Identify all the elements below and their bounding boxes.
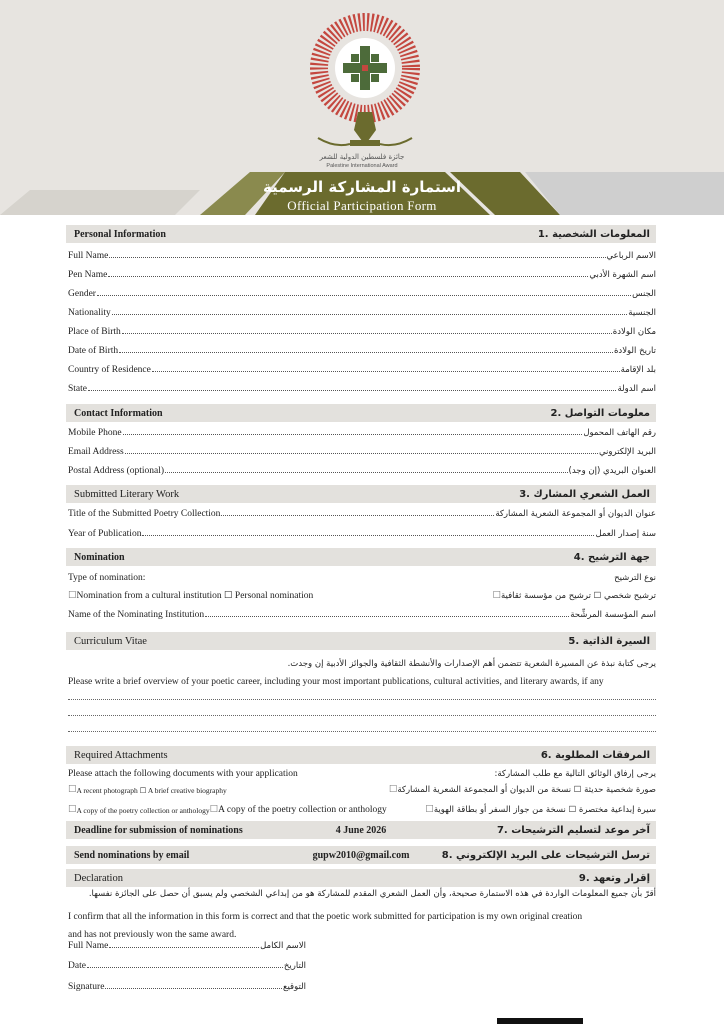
cv-instructions-en	[68, 673, 656, 687]
field-label-en: Gender	[68, 289, 96, 299]
field-label-en: Name of the Nominating Institution	[68, 610, 205, 620]
cv-instructions-ar	[68, 655, 656, 669]
field-label-ar: البريد الإلكتروني	[598, 447, 656, 457]
field-email-address[interactable]	[68, 443, 656, 457]
field-label-en: Year of Publication	[68, 529, 142, 539]
field-label-en: Date of Birth	[68, 346, 119, 356]
field-label-ar: سنة إصدار العمل	[595, 529, 656, 539]
field-nationality[interactable]	[68, 304, 656, 318]
field-label-ar: التوقيع	[282, 982, 306, 992]
field-state[interactable]	[68, 380, 656, 394]
nomination-options-ar: ترشيح شخصي ☐ ترشيح من مؤسسة ثقافية	[500, 591, 656, 601]
field-input-line[interactable]	[87, 967, 283, 968]
field-input-line[interactable]	[122, 333, 612, 334]
field-input-line[interactable]	[109, 257, 605, 258]
field-date-of-birth[interactable]	[68, 342, 656, 356]
field-label-ar: اسم الشهرة الأدبي	[589, 270, 656, 280]
field-postal-address-optional-[interactable]	[68, 462, 656, 476]
field-label-ar: اسم المؤسسة المرشِّحة	[570, 610, 656, 620]
signature-field-signature[interactable]	[68, 978, 306, 992]
form-header	[0, 0, 724, 215]
section-title-en: Personal Information	[74, 228, 166, 240]
nomination-type-label	[68, 569, 656, 583]
field-label-en: Postal Address (optional)	[68, 466, 165, 476]
field-label-en: Title of the Submitted Poetry Collection	[68, 509, 221, 519]
field-gender[interactable]	[68, 285, 656, 299]
field-label-en: Country of Residence	[68, 365, 151, 375]
section-header-s2	[66, 404, 656, 422]
field-label-ar: الجنسية	[628, 308, 656, 318]
section-header-s4	[66, 548, 656, 566]
field-input-line[interactable]	[165, 472, 567, 473]
cv-input-line[interactable]	[68, 715, 656, 716]
field-input-line[interactable]	[88, 390, 616, 391]
field-input-line[interactable]	[221, 515, 494, 516]
attachment-options-ar-2: سيرة إبداعية مختصرة ☐ نسخة من جواز السفر أو بطاقة الهوية	[433, 805, 656, 815]
logo-arabic-name: جائزة فلسطين الدولية للشعر	[319, 153, 405, 161]
signature-field-date[interactable]	[68, 957, 306, 971]
field-pen-name[interactable]	[68, 266, 656, 280]
section-header-s8	[66, 846, 656, 864]
section-title-ar: 6. المرفقات المطلوبة	[540, 749, 650, 761]
field-input-line[interactable]	[97, 295, 631, 296]
attachments-row-1	[68, 781, 656, 795]
field-input-line[interactable]	[205, 616, 569, 617]
attachments-instructions	[68, 765, 656, 779]
attachment-options-ar: صورة شخصية حديثة ☐ نسخة من الديوان أو المجموعة الشعرية المشاركة	[397, 785, 656, 795]
field-label-en: Signature	[68, 982, 105, 992]
field-label-ar: الاسم الكامل	[260, 941, 306, 951]
text-ar: أقرّ بأن جميع المعلومات الواردة في هذه الاستمارة صحيحة، وأن العمل الشعري المقدم للمشاركة هو من إبداعي الشخصي ولم يسبق أن حصل على الجائزة نفسها.	[88, 889, 656, 899]
field-label-ar: الجنس	[632, 289, 656, 299]
section-title-ar: 5. السيرة الذاتية	[568, 635, 650, 647]
text-en: and has not previously won the same award.	[68, 930, 237, 940]
cv-input-line[interactable]	[68, 731, 656, 732]
field-label-ar: العنوان البريدي (إن وجد)	[568, 466, 656, 476]
declaration-text-en	[68, 908, 656, 922]
declaration-text-ar	[68, 885, 656, 899]
text-en: I confirm that all the information in this form is correct and that the poetic work submitted for participation is my own original creation	[68, 912, 583, 922]
checkbox[interactable]: ☐	[68, 804, 77, 815]
section-title-en: Nomination	[74, 551, 125, 563]
section-title-ar: 7. آخر موعد لتسليم الترشيحات	[496, 824, 650, 836]
text-en: Please write a brief overview of your poetic career, including your most important publications, cultural activities, and literary awards, if any	[68, 677, 604, 687]
section-title-ar: 2. معلومات التواصل	[550, 407, 650, 419]
text-ar: نوع الترشيح	[614, 573, 656, 583]
field-mobile-phone[interactable]	[68, 424, 656, 438]
field-label-en: Mobile Phone	[68, 428, 122, 438]
field-label-en: Date	[68, 961, 86, 971]
field-label-ar: بلد الإقامة	[620, 365, 656, 375]
section-title-en: Required Attachments	[74, 749, 168, 761]
attachment-copy-small: A copy of the poetry collection or anthology	[76, 806, 210, 815]
logo-english-name: Palestine International Award	[326, 163, 398, 169]
field-input-line[interactable]	[152, 371, 620, 372]
form-title-english: Official Participation Form	[287, 198, 437, 213]
field-input-line[interactable]	[105, 988, 282, 989]
field-input-line[interactable]	[108, 276, 588, 277]
field-label-ar: التاريخ	[283, 961, 306, 971]
section-title-ar: 4. جهة الترشيح	[573, 551, 650, 563]
field-input-line[interactable]	[112, 314, 628, 315]
field-input-line[interactable]	[123, 434, 583, 435]
section-title-ar: 8. ترسل الترشيحات على البريد الإلكتروني	[441, 849, 650, 861]
field-input-line[interactable]	[125, 453, 598, 454]
section-title-en: Curriculum Vitae	[74, 635, 147, 647]
checkbox[interactable]: ☐	[209, 804, 219, 815]
field-input-line[interactable]	[109, 947, 259, 948]
section-title-ar: 1. المعلومات الشخصية	[537, 228, 650, 240]
field-nominating-institution[interactable]	[68, 606, 656, 620]
field-label-en: Full Name	[68, 251, 109, 261]
section-title-en: Submitted Literary Work	[74, 488, 180, 500]
section-title-ar: 3. العمل الشعري المشارك	[519, 488, 650, 500]
attachment-copy: A copy of the poetry collection or anthology	[218, 805, 387, 815]
section-title-en: Send nominations by email	[74, 849, 190, 861]
field-label-en: Nationality	[68, 308, 111, 318]
field-label-ar: رقم الهاتف المحمول	[583, 428, 656, 438]
section-title-en: Contact Information	[74, 407, 163, 419]
field-label-en: Full Name	[68, 941, 109, 951]
nomination-options-en: Nomination from a cultural institution ☐ Personal nomination	[76, 591, 314, 601]
section-header-s3	[66, 485, 656, 503]
field-label-ar: عنوان الديوان أو المجموعة الشعرية المشاركة	[495, 509, 656, 519]
section-title-ar: 9. إقرار وتعهد	[578, 872, 650, 884]
checkbox[interactable]: ☐	[492, 590, 501, 601]
field-label-ar: تاريخ الولادة	[613, 346, 656, 356]
cv-input-line[interactable]	[68, 699, 656, 700]
section-title-en: Deadline for submission of nominations	[74, 824, 243, 836]
text-ar: يرجى كتابة نبذة عن المسيرة الشعرية تتضمن أهم الإصدارات والأنشطة الثقافية والجوائز الأدبية إن وجدت.	[287, 659, 656, 669]
checkbox[interactable]: ☐	[388, 784, 398, 795]
field-label-ar: الاسم الرباعي	[606, 251, 656, 261]
text-ar: يرجى إرفاق الوثائق التالية مع طلب المشاركة:	[494, 769, 656, 779]
field-label-ar: مكان الولادة	[612, 327, 656, 337]
signature-field-full-name[interactable]	[68, 937, 306, 951]
section-header-s5	[66, 632, 656, 650]
field-place-of-birth[interactable]	[68, 323, 656, 337]
field-year-of-publication[interactable]	[68, 525, 656, 539]
attachments-row-2	[68, 801, 656, 815]
field-poetry-collection-title[interactable]	[68, 505, 656, 519]
section-value: 4 June 2026	[335, 824, 387, 836]
field-label-en: Pen Name	[68, 270, 108, 280]
page-footer-bar	[497, 1018, 583, 1024]
field-input-line[interactable]	[142, 535, 594, 536]
checkbox[interactable]: ☐	[68, 784, 77, 795]
field-label-en: Email Address	[68, 447, 124, 457]
section-title-en: Declaration	[74, 872, 123, 884]
field-full-name[interactable]	[68, 247, 656, 261]
section-header-s7	[66, 821, 656, 839]
section-header-s6	[66, 746, 656, 764]
field-label-en: Place of Birth	[68, 327, 121, 337]
nomination-options	[68, 587, 656, 601]
checkbox[interactable]: ☐	[68, 590, 77, 601]
text-en: Please attach the following documents with your application	[68, 769, 298, 779]
field-country-of-residence[interactable]	[68, 361, 656, 375]
field-label-ar: اسم الدولة	[617, 384, 656, 394]
attachment-options-en: A recent photograph ☐ A brief creative biography	[76, 786, 227, 795]
section-value: gupw2010@gmail.com	[312, 849, 410, 861]
section-header-s1	[66, 225, 656, 243]
checkbox[interactable]: ☐	[425, 804, 434, 815]
field-label-en: State	[68, 384, 87, 394]
field-input-line[interactable]	[119, 352, 613, 353]
text-en: Type of nomination:	[68, 573, 146, 583]
form-title-arabic: استمارة المشاركة الرسمية	[263, 178, 461, 196]
